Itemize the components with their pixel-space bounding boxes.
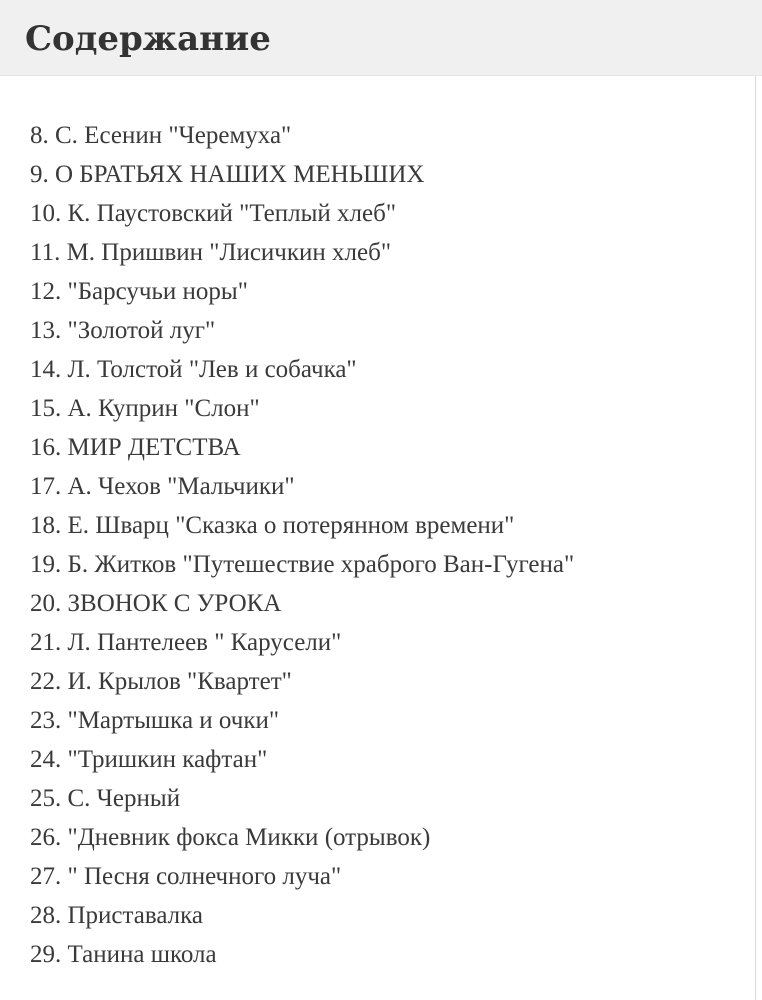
toc-item-13[interactable]: 13. "Золотой луг" bbox=[30, 317, 216, 344]
toc-list bbox=[30, 76, 755, 974]
toc-item-14[interactable]: 14. Л. Толстой "Лев и собачка" bbox=[30, 356, 357, 383]
toc-item-25[interactable]: 25. С. Черный bbox=[30, 785, 181, 812]
toc-item-12[interactable]: 12. "Барсучьи норы" bbox=[30, 278, 248, 305]
toc-item-23[interactable]: 23. "Мартышка и очки" bbox=[30, 707, 280, 734]
toc-item-9[interactable]: 9. О БРАТЬЯХ НАШИХ МЕНЬШИХ bbox=[30, 161, 425, 188]
toc-item-16[interactable]: 16. МИР ДЕТСТВА bbox=[30, 434, 241, 461]
toc-item-27[interactable]: 27. " Песня солнечного луча" bbox=[30, 863, 342, 890]
toc-item-26[interactable]: 26. "Дневник фокса Микки (отрывок) bbox=[30, 824, 431, 851]
toc-item-21[interactable]: 21. Л. Пантелеев " Карусели" bbox=[30, 629, 342, 656]
toc-item-10[interactable]: 10. К. Паустовский "Теплый хлеб" bbox=[30, 200, 397, 227]
toc-header bbox=[0, 0, 762, 76]
toc-item-28[interactable]: 28. Приставалка bbox=[30, 902, 203, 929]
toc-item-17[interactable]: 17. А. Чехов "Мальчики" bbox=[30, 473, 295, 500]
page-title: Содержание bbox=[25, 19, 271, 59]
toc-item-15[interactable]: 15. А. Куприн "Слон" bbox=[30, 395, 260, 422]
toc-item-24[interactable]: 24. "Тришкин кафтан" bbox=[30, 746, 268, 773]
toc-item-11[interactable]: 11. М. Пришвин "Лисичкин хлеб" bbox=[30, 239, 392, 266]
toc-item-22[interactable]: 22. И. Крылов "Квартет" bbox=[30, 668, 292, 695]
toc-item-20[interactable]: 20. ЗВОНОК С УРОКА bbox=[30, 590, 282, 617]
toc-item-29[interactable]: 29. Танина школа bbox=[30, 941, 217, 968]
toc-scroll-area[interactable] bbox=[0, 76, 756, 1000]
toc-item-18[interactable]: 18. Е. Шварц "Сказка о потерянном времени" bbox=[30, 512, 515, 539]
toc-item-8[interactable]: 8. С. Есенин "Черемуха" bbox=[30, 122, 292, 149]
toc-item-19[interactable]: 19. Б. Житков "Путешествие храброго Ван-Гугена" bbox=[30, 551, 575, 578]
